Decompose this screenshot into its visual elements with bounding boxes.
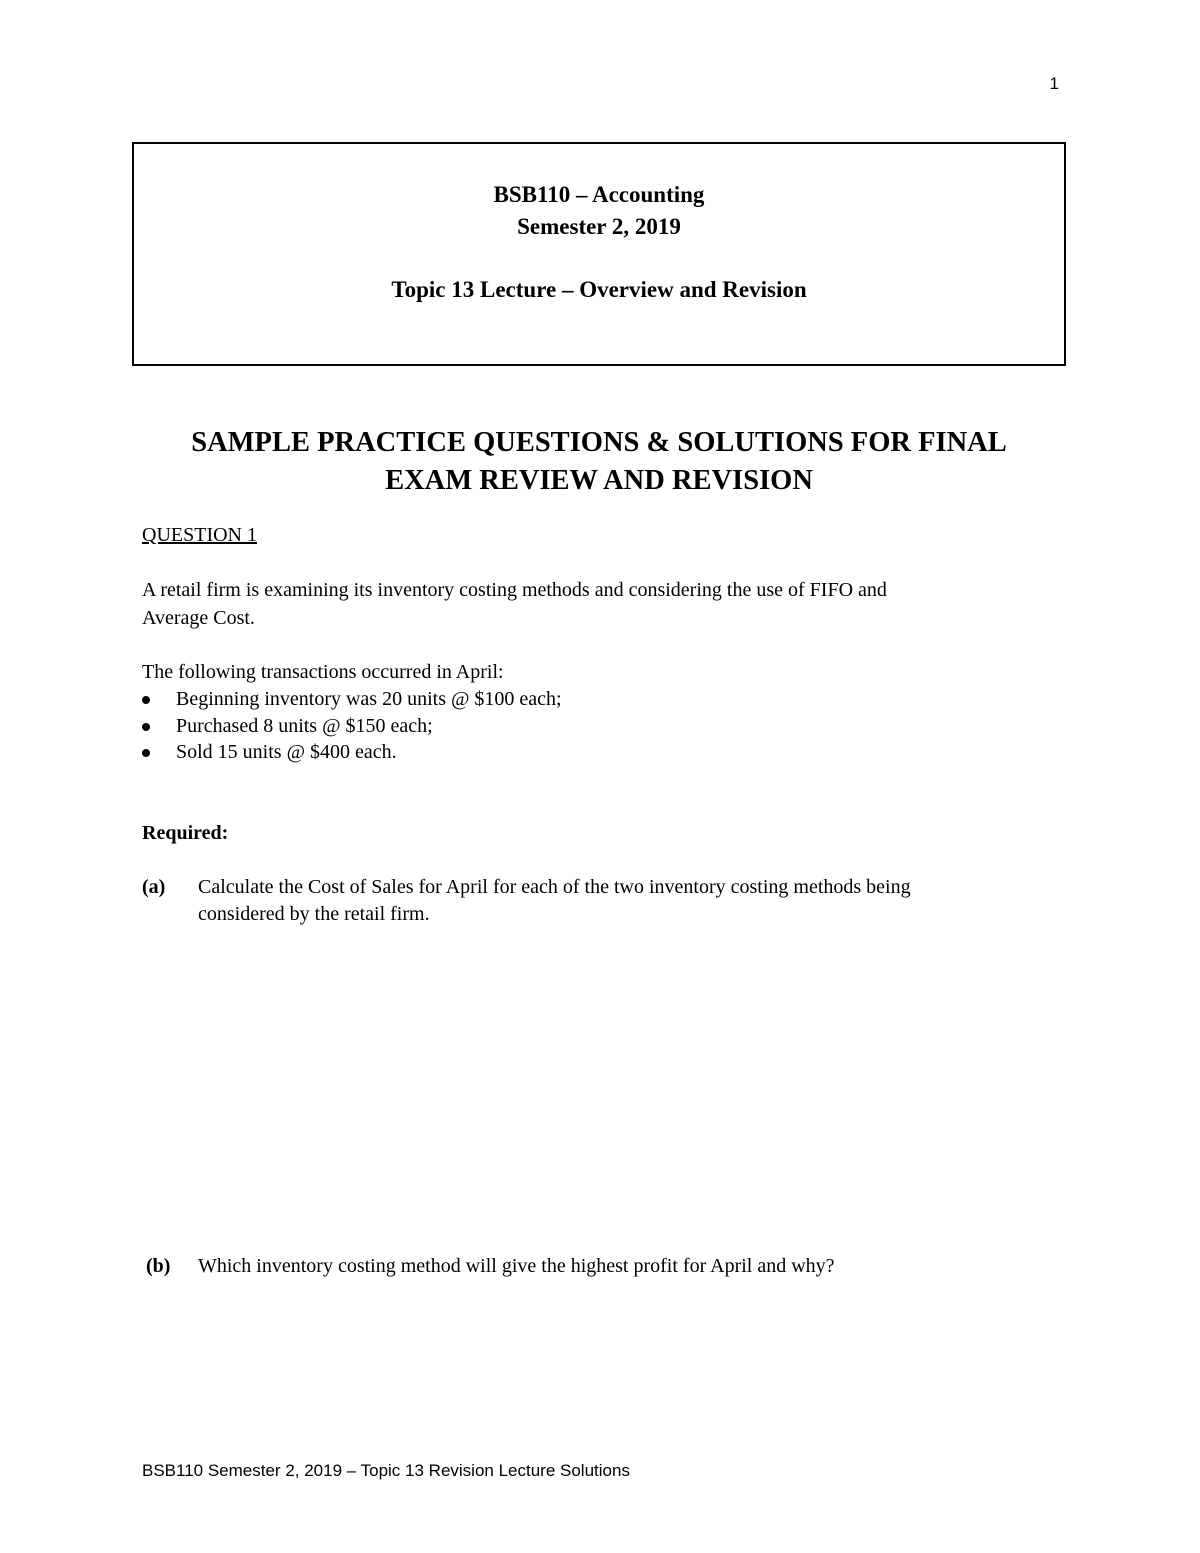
main-heading: [132, 424, 1066, 500]
bullet-icon: [142, 723, 150, 731]
topic-title: Topic 13 Lecture – Overview and Revision: [391, 277, 807, 302]
part-b-text: Which inventory costing method will give the highest profit for April and why?: [198, 1255, 835, 1277]
semester-title: Semester 2, 2019: [517, 214, 681, 239]
list-item: [142, 739, 562, 766]
course-title: BSB110 – Accounting: [493, 182, 705, 207]
part-a-text: [198, 874, 1058, 928]
part-b: [146, 1253, 1062, 1283]
list-item: [142, 713, 562, 740]
bullet-icon: [142, 749, 150, 757]
main-heading-line2: EXAM REVIEW AND REVISION: [385, 465, 813, 496]
title-box: [132, 142, 1066, 366]
part-a-label: (a): [142, 876, 166, 898]
transactions-intro: The following transactions occurred in April:: [142, 661, 504, 683]
question-1-label: QUESTION 1: [142, 524, 257, 546]
page-number: 1: [1049, 74, 1059, 93]
part-b-label: (b): [146, 1255, 171, 1277]
list-item: [142, 686, 562, 713]
bullet-icon: [142, 696, 150, 704]
intro-line1: A retail firm is examining its inventory costing methods and considering the use of FIFO and: [142, 579, 887, 601]
required-label: Required:: [142, 822, 229, 844]
transactions-list: [142, 686, 562, 766]
part-a-line1: Calculate the Cost of Sales for April for each of the two inventory costing methods being: [198, 876, 911, 898]
main-heading-line1: SAMPLE PRACTICE QUESTIONS & SOLUTIONS FOR FINAL: [191, 427, 1007, 458]
intro-line2: Average Cost.: [142, 607, 255, 629]
part-a: [142, 874, 1062, 934]
part-a-line2: considered by the retail firm.: [198, 903, 430, 925]
transaction-text: Sold 15 units @ $400 each.: [176, 741, 397, 763]
question-1-intro: [142, 576, 1042, 632]
transaction-text: Beginning inventory was 20 units @ $100 each;: [176, 688, 562, 710]
page-footer: BSB110 Semester 2, 2019 – Topic 13 Revision Lecture Solutions: [142, 1461, 630, 1480]
transaction-text: Purchased 8 units @ $150 each;: [176, 714, 433, 737]
